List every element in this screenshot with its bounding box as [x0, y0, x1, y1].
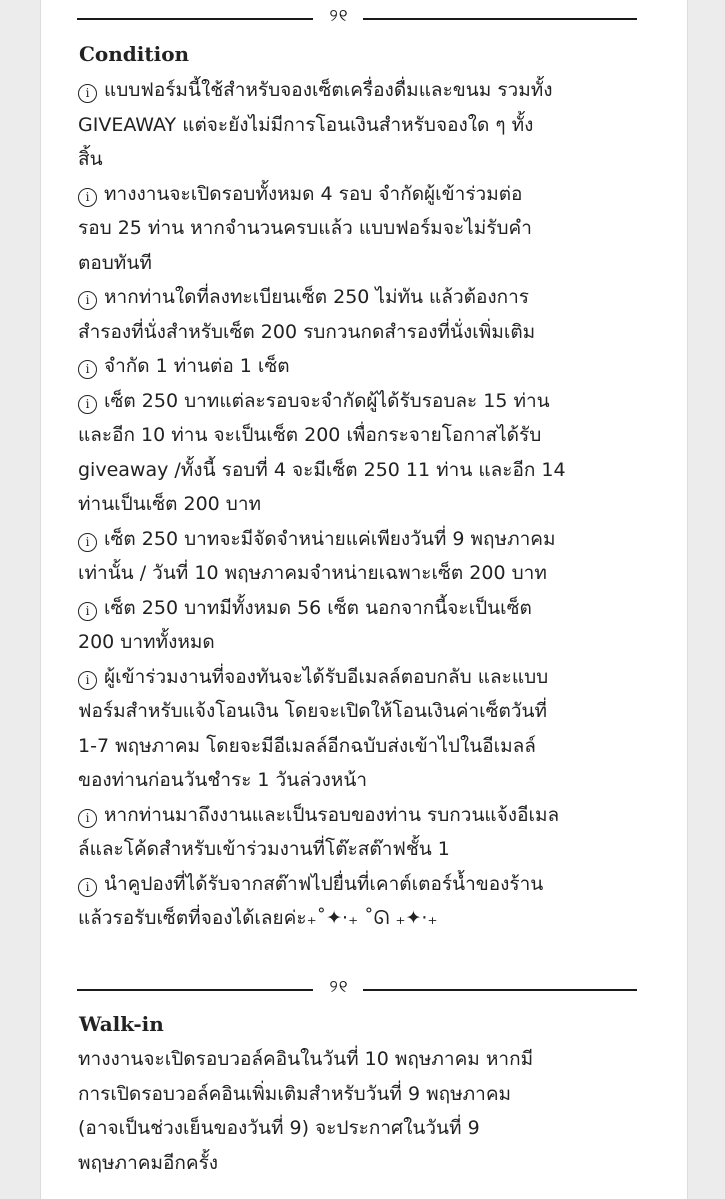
text-line [78, 763, 653, 798]
condition-item-start [78, 177, 653, 212]
line-text: 200 บาททั้งหมด [78, 631, 215, 653]
line-text: ทางงานจะเปิดรอบทั้งหมด 4 รอบ จำกัดผู้เข้าร่วมต่อ [104, 182, 523, 205]
info-icon: i [78, 188, 97, 207]
text-line [78, 108, 653, 143]
info-icon: i [78, 809, 97, 828]
text-line [78, 211, 653, 246]
text-line [78, 1077, 653, 1112]
text-line [78, 556, 653, 591]
line-text: GIVEAWAY แต่จะยังไม่มีการโอนเงินสำหรับจองใด ๆ ทั้ง [78, 113, 534, 136]
condition-item-start [78, 384, 653, 419]
text-line [78, 142, 653, 177]
condition-heading: Condition [79, 42, 190, 66]
line-text: เท่านั้น / วันที่ 10 พฤษภาคมจำหน่ายเฉพาะเซ็ต 200 บาท [78, 562, 547, 584]
divider-line-left [77, 989, 313, 991]
line-text: เซ็ต 250 บาทมีทั้งหมด 56 เซ็ต นอกจากนี้จะเป็นเซ็ต [104, 596, 532, 619]
text-line [78, 487, 653, 522]
text-line [78, 694, 653, 729]
condition-item-start [78, 349, 653, 384]
divider-ornament: ୨୧ [329, 977, 349, 997]
info-icon: i [78, 360, 97, 379]
line-text: แบบฟอร์มนี้ใช้สำหรับจองเซ็ตเครื่องดื่มและขนม รวมทั้ง [104, 79, 553, 101]
text-line [78, 901, 653, 936]
document-page [40, 0, 688, 1199]
divider-line-left [77, 18, 313, 20]
text-line [78, 418, 653, 453]
condition-item-start [78, 522, 653, 557]
condition-list [78, 73, 653, 936]
line-text: ของท่านก่อนวันชำระ 1 วันล่วงหน้า [78, 769, 367, 791]
line-text: การเปิดรอบวอล์คอินเพิ่มเติมสำหรับวันที่ 9 พฤษภาคม [78, 1082, 512, 1105]
line-text: พฤษภาคมอีกครั้ง [78, 1151, 219, 1174]
line-text: หากท่านมาถึงงานและเป็นรอบของท่าน รบกวนแจ้งอีเมล [104, 803, 560, 826]
text-line [78, 1111, 653, 1146]
info-icon: i [78, 671, 97, 690]
line-text: แล้วรอรับเซ็ตที่จองได้เลยค่ะ₊˚✦‧₊ ˚ᘏ ₊✦‧₊ [78, 907, 438, 929]
line-text: ฟอร์มสำหรับแจ้งโอนเงิน โดยจะเปิดให้โอนเงินค่าเซ็ตวันที่ [78, 700, 548, 722]
condition-item-start [78, 73, 653, 108]
line-text: สิ้น [78, 148, 103, 170]
walkin-heading: Walk-in [79, 1012, 164, 1036]
text-line [78, 729, 653, 764]
text-line [78, 315, 653, 350]
line-text: ทางงานจะเปิดรอบวอล์คอินในวันที่ 10 พฤษภาคม หากมี [78, 1048, 534, 1070]
line-text: ล์และโค้ดสำหรับเข้าร่วมงานที่โต๊ะสต๊าฟชั้น 1 [78, 838, 450, 860]
condition-item-start [78, 280, 653, 315]
condition-item-start [78, 591, 653, 626]
line-text: รอบ 25 ท่าน หากจำนวนครบแล้ว แบบฟอร์มจะไม่รับคำ [78, 217, 532, 239]
info-icon: i [78, 533, 97, 552]
info-icon: i [78, 84, 97, 103]
divider-line-right [363, 18, 637, 20]
condition-item-start [78, 660, 653, 695]
line-text: ตอบทันที [78, 251, 152, 274]
line-text: ผู้เข้าร่วมงานที่จองทันจะได้รับอีเมลล์ตอบกลับ และแบบ [104, 665, 549, 688]
text-line [78, 1042, 653, 1077]
condition-item-start [78, 867, 653, 902]
info-icon: i [78, 291, 97, 310]
walkin-text [78, 1042, 653, 1180]
line-text: จำกัด 1 ท่านต่อ 1 เซ็ต [104, 355, 290, 377]
condition-item-start [78, 798, 653, 833]
middle-divider [77, 977, 637, 1000]
text-line [78, 625, 653, 660]
line-text: เซ็ต 250 บาทแต่ละรอบจะจำกัดผู้ได้รับรอบละ 15 ท่าน [104, 389, 550, 412]
info-icon: i [78, 602, 97, 621]
line-text: นำคูปองที่ได้รับจากสต๊าฟไปยื่นที่เคาต์เตอร์น้ำของร้าน [104, 872, 544, 895]
line-text: (อาจเป็นช่วงเย็นของวันที่ 9) จะประกาศในวันที่ 9 [78, 1117, 480, 1139]
info-icon: i [78, 878, 97, 897]
divider-line-right [363, 989, 637, 991]
line-text: giveaway /ทั้งนี้ รอบที่ 4 จะมีเซ็ต 250 11 ท่าน และอีก 14 [78, 458, 566, 481]
text-line [78, 246, 653, 281]
line-text: ท่านเป็นเซ็ต 200 บาท [78, 493, 262, 515]
info-icon: i [78, 395, 97, 414]
line-text: สำรองที่นั่งสำหรับเซ็ต 200 รบกวนกดสำรองที่นั่งเพิ่มเติม [78, 320, 536, 343]
line-text: เซ็ต 250 บาทจะมีจัดจำหน่ายแค่เพียงวันที่ 9 พฤษภาคม [104, 527, 556, 550]
line-text: หากท่านใดที่ลงทะเบียนเซ็ต 250 ไม่ทัน แล้วต้องการ [104, 286, 530, 308]
top-divider [77, 6, 637, 29]
divider-ornament: ୨୧ [329, 6, 349, 26]
text-line [78, 1146, 653, 1181]
line-text: 1-7 พฤษภาคม โดยจะมีอีเมลล์อีกฉบับส่งเข้าไปในอีเมลล์ [78, 734, 536, 757]
line-text: และอีก 10 ท่าน จะเป็นเซ็ต 200 เพื่อกระจายโอกาสได้รับ [78, 424, 542, 446]
text-line [78, 453, 653, 488]
text-line [78, 832, 653, 867]
